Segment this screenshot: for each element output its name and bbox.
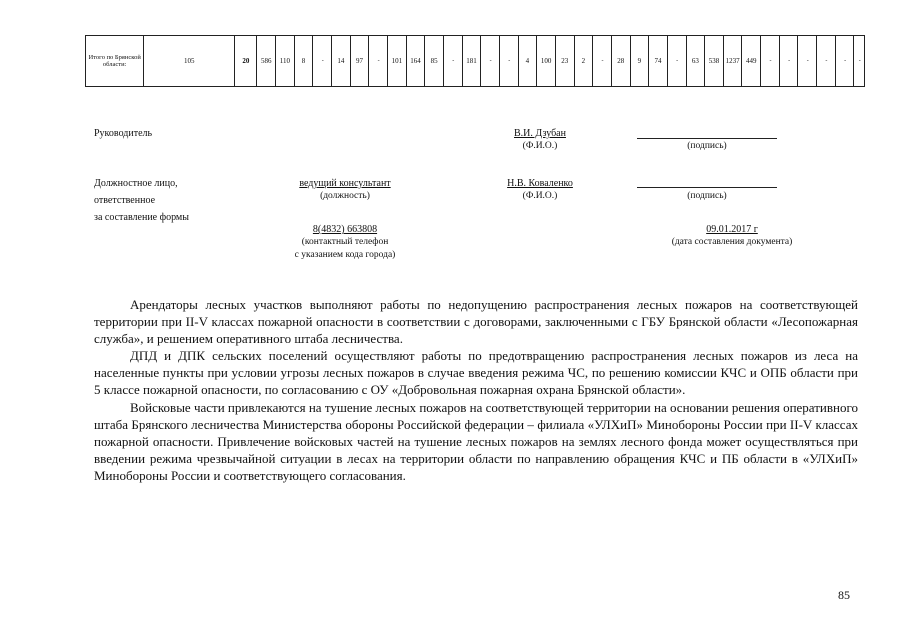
table-cell: 538 <box>705 36 724 87</box>
page-number: 85 <box>838 588 850 602</box>
table-cell: - <box>499 36 518 87</box>
table-cell: 20 <box>235 36 257 87</box>
table-cell: 100 <box>537 36 556 87</box>
official-title-line2: ответственное <box>94 195 156 206</box>
paragraph: Войсковые части привлекаются на тушение лесных пожаров на соответствующей территории на основании решения оперативного штаба Брянского лесничества Министерства обороны Российской федерации – филиала «УЛХиП» Минобороны России при II-V классах пожарной опасности. Привлечение войсковых частей на тушение лесных пожаров на землях лесного фонда может осуществляться при введении режима чрезвычайной ситуации в лесах на территории области по направлению обращения КЧС и ПБ области в «УЛХиП» Минобороны России и соответствующего согласования. <box>94 399 858 483</box>
phone <box>270 223 420 236</box>
official-title-line1: Должностное лицо, <box>94 178 178 189</box>
table-cell: - <box>481 36 500 87</box>
table-cell: 74 <box>649 36 668 87</box>
table-cell: 97 <box>350 36 369 87</box>
phone-caption-line2: с указанием кода города) <box>294 250 396 260</box>
official-position <box>280 177 410 190</box>
table-cell: 101 <box>388 36 407 87</box>
table-cell: - <box>835 36 854 87</box>
table-cell: 85 <box>425 36 444 87</box>
table-cell: - <box>817 36 836 87</box>
document-date <box>637 223 827 236</box>
table-cell: 63 <box>686 36 705 87</box>
phone-caption-line1: (контактный телефон <box>301 237 389 247</box>
position-caption: (должность) <box>320 191 370 201</box>
official-signature-line <box>637 187 777 188</box>
head-title: Руководитель <box>94 128 153 139</box>
table-cell: - <box>761 36 780 87</box>
date-caption: (дата составления документа) <box>671 237 793 247</box>
head-fio-caption: (Ф.И.О.) <box>522 141 558 151</box>
table-cell: 2 <box>574 36 593 87</box>
table-cell: - <box>854 36 865 87</box>
body-text <box>94 296 858 484</box>
table-cell: 28 <box>611 36 630 87</box>
table-cell: - <box>593 36 612 87</box>
table-cell: - <box>443 36 462 87</box>
table-cell: - <box>779 36 798 87</box>
table-cell: 8 <box>294 36 313 87</box>
head-name-text: В.И. Дзубан <box>514 128 566 139</box>
official-title-line3: за составление формы <box>94 212 189 223</box>
summary-table <box>85 35 865 87</box>
table-cell: 105 <box>144 36 235 87</box>
official-name <box>494 177 586 190</box>
table-cell: 449 <box>742 36 761 87</box>
table-cell: 164 <box>406 36 425 87</box>
table-cell: 110 <box>276 36 295 87</box>
table-cell: 9 <box>630 36 649 87</box>
document-date-text: 09.01.2017 г <box>706 224 758 235</box>
table-cell: 23 <box>555 36 574 87</box>
table-cell: - <box>369 36 388 87</box>
head-signature-caption: (подпись) <box>687 141 727 151</box>
head-name <box>500 127 580 140</box>
table-cell: - <box>667 36 686 87</box>
table-cell: 586 <box>257 36 276 87</box>
paragraph: Арендаторы лесных участков выполняют работы по недопущению распространения лесных пожаров на соответствующей территории при II-V классах пожарной опасности в соответствии с договорами, заключенными с ГБУ Брянской области «Лесопожарная служба», и решением оперативного штаба лесничества. <box>94 297 858 347</box>
phone-text: 8(4832) 663808 <box>312 224 378 235</box>
table-cell: - <box>313 36 332 87</box>
paragraph: ДПД и ДПК сельских поселений осуществляют работы по предотвращению распространения лесных пожаров из леса на населенные пункты при условии угрозы лесных пожаров в случае введения режима ЧС, по решению комиссии КЧС и ОПБ области при 5 классе пожарной опасности, по согласованию с ОУ «Добровольная пожарная охрана Брянской области». <box>94 348 858 398</box>
table-cell: 14 <box>332 36 351 87</box>
official-position-text: ведущий консультант <box>299 178 391 189</box>
table-cell: 1237 <box>723 36 742 87</box>
row-label: Итого по Брянской области: <box>86 36 144 87</box>
head-signature-line <box>637 138 777 139</box>
table-cell: - <box>798 36 817 87</box>
table-cell: 181 <box>462 36 481 87</box>
official-fio-caption: (Ф.И.О.) <box>522 191 558 201</box>
official-signature-caption: (подпись) <box>687 191 727 201</box>
table-cell: 4 <box>518 36 537 87</box>
table-row <box>86 36 865 87</box>
official-name-text: Н.В. Коваленко <box>507 178 573 189</box>
